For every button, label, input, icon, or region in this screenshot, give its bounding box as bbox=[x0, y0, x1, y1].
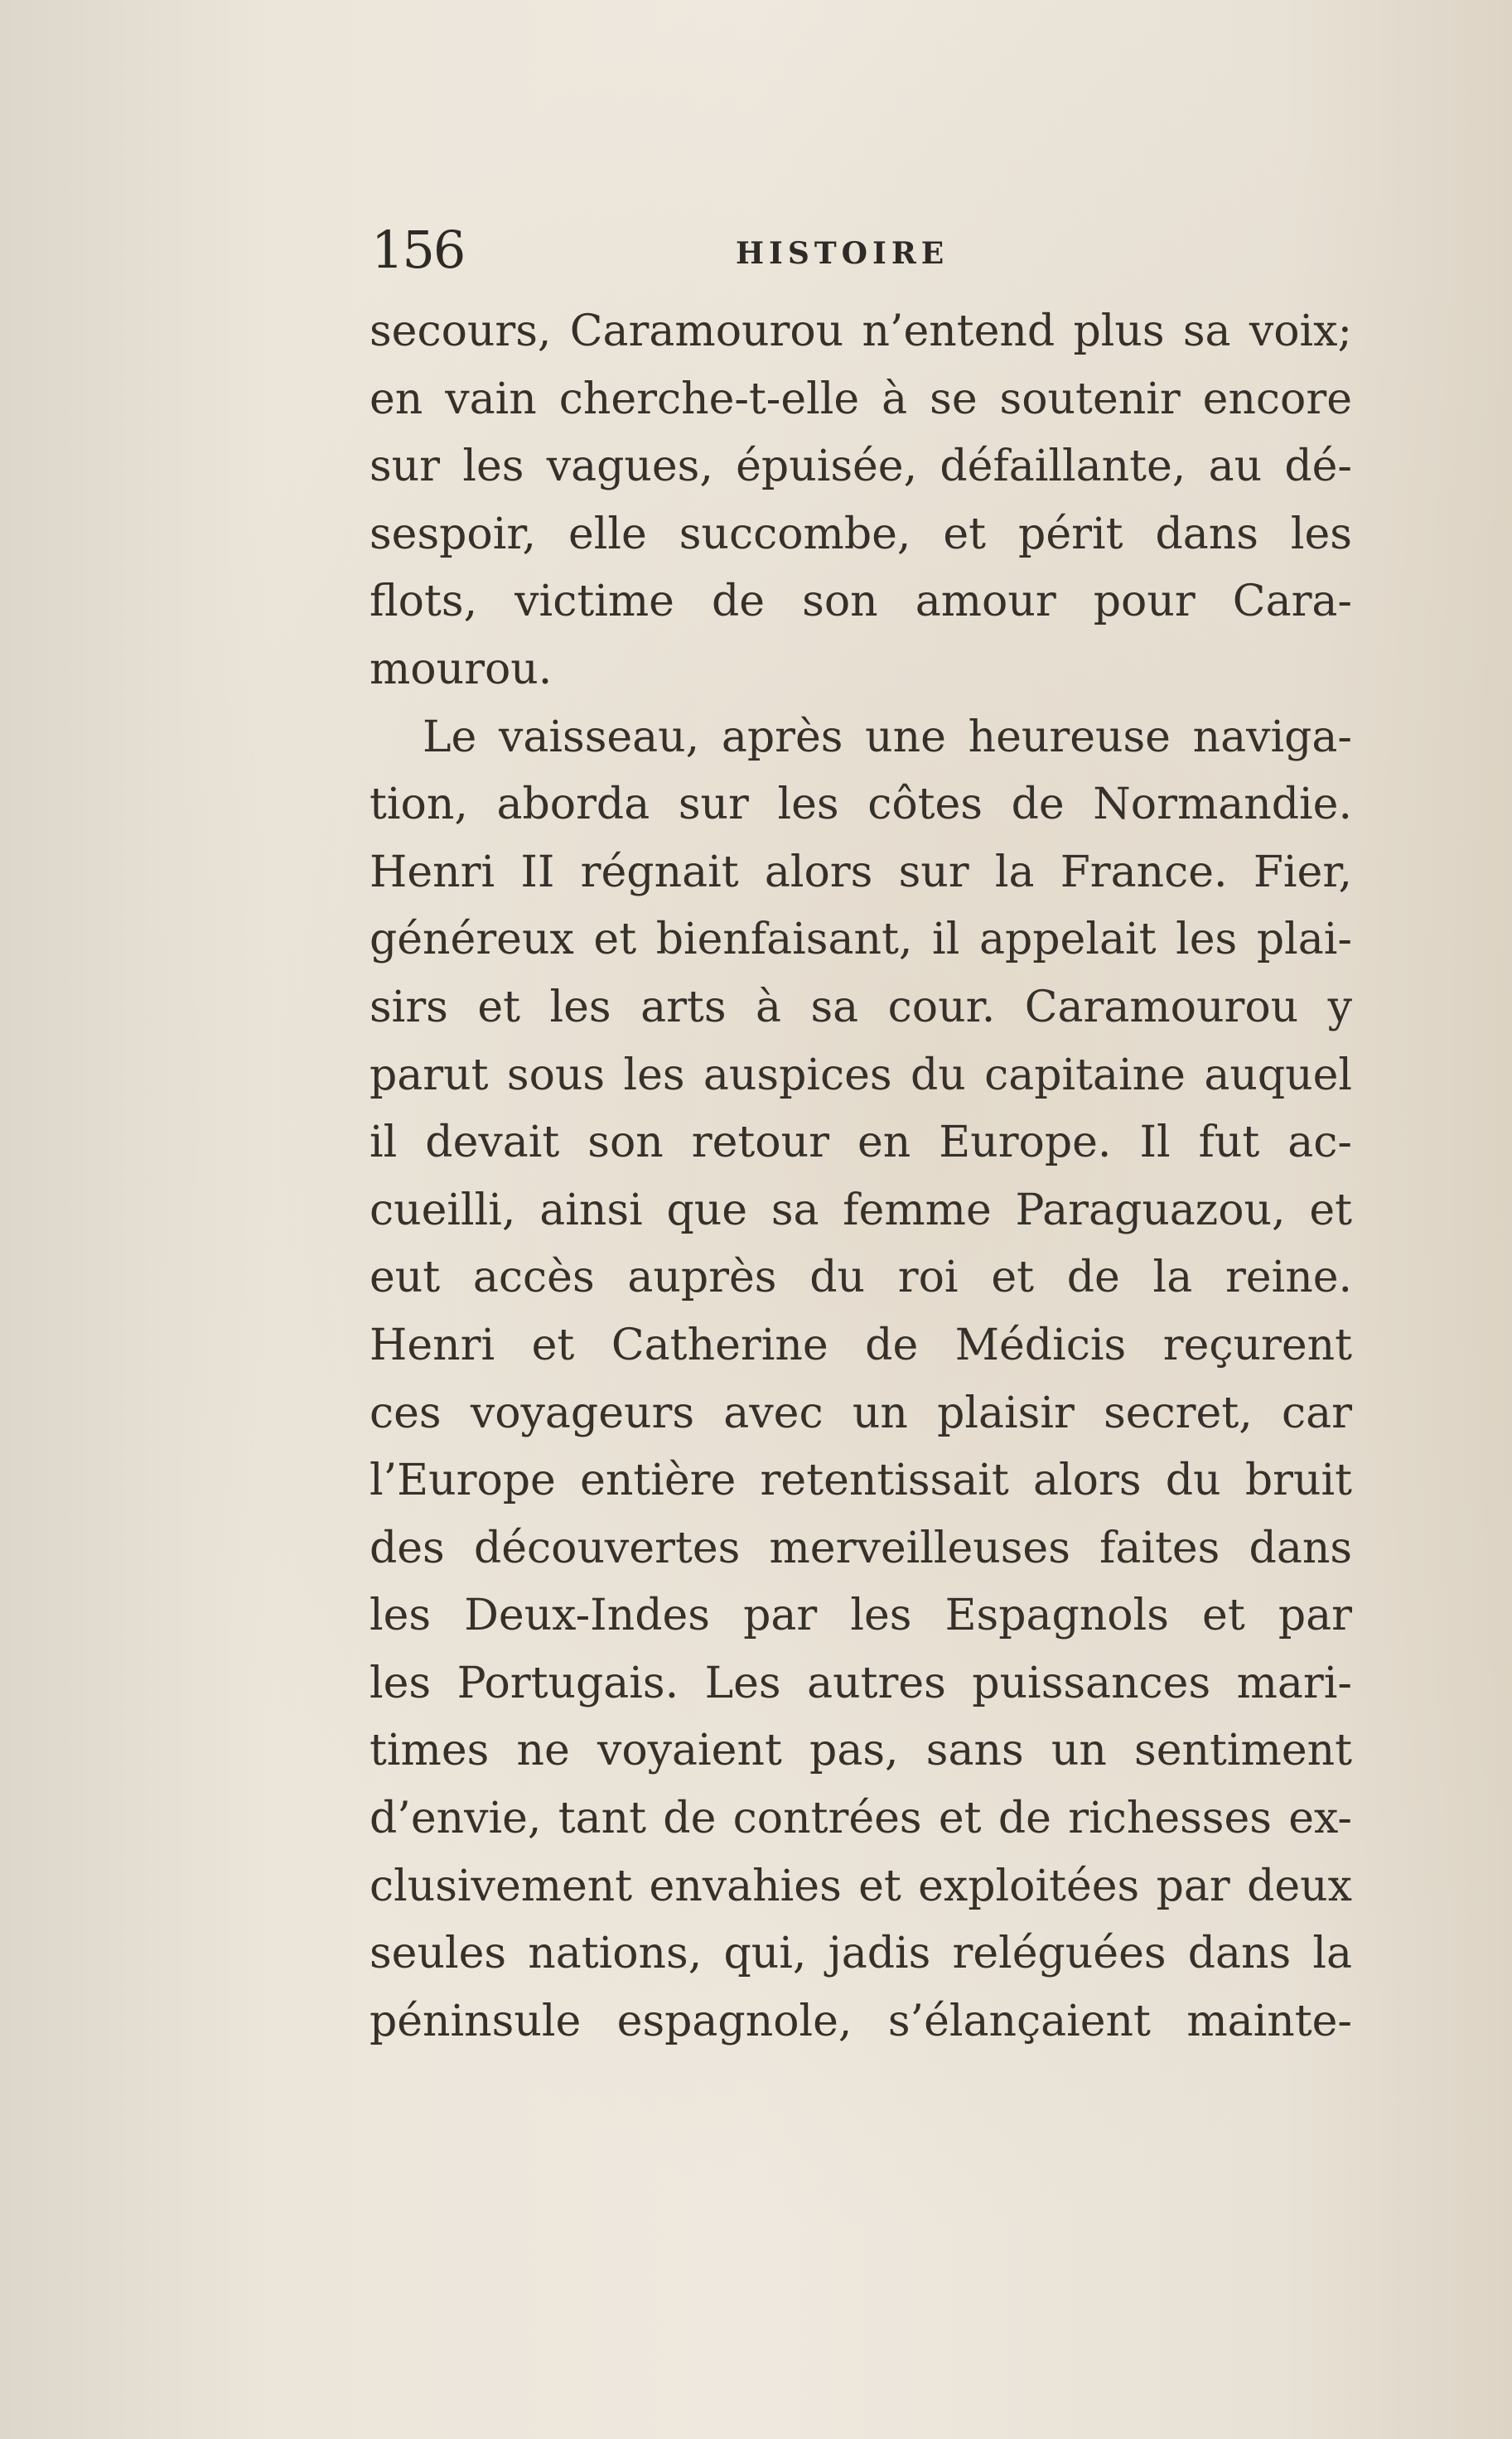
text-line: secours, Caramourou n’entend plus sa voix; bbox=[370, 307, 1352, 356]
text-line: sespoir, elle succombe, et périt dans les bbox=[370, 509, 1352, 559]
text-line: péninsule espagnole, s’élançaient mainte- bbox=[370, 1996, 1352, 2046]
text-line: Henri II régnait alors sur la France. Fier, bbox=[370, 847, 1352, 897]
text-line: il devait son retour en Europe. Il fut ac- bbox=[370, 1118, 1352, 1168]
text-line: des découvertes merveilleuses faites dans bbox=[370, 1523, 1352, 1573]
text-line: les Deux-Indes par les Espagnols et par bbox=[370, 1591, 1352, 1641]
text-line: sirs et les arts à sa cour. Caramourou y bbox=[370, 982, 1352, 1032]
text-line: eut accès auprès du roi et de la reine. bbox=[370, 1253, 1352, 1303]
text-line: Henri et Catherine de Médicis reçurent bbox=[370, 1320, 1352, 1370]
text-line: clusivement envahies et exploitées par deux bbox=[370, 1861, 1352, 1911]
text-line: parut sous les auspices du capitaine auquel bbox=[370, 1050, 1352, 1100]
text-line: tion, aborda sur les côtes de Normandie. bbox=[370, 780, 1352, 830]
text-line: l’Europe entière retentissait alors du bruit bbox=[370, 1456, 1352, 1506]
text-line: d’envie, tant de contrées et de richesses ex- bbox=[370, 1794, 1352, 1844]
page-header bbox=[371, 217, 1350, 283]
text-line: flots, victime de son amour pour Cara- bbox=[370, 577, 1352, 627]
text-line: ces voyageurs avec un plaisir secret, car bbox=[370, 1388, 1352, 1438]
running-head: HISTOIRE bbox=[736, 236, 949, 271]
text-line: les Portugais. Les autres puissances mari- bbox=[370, 1658, 1352, 1708]
text-line: times ne voyaient pas, sans un sentiment bbox=[370, 1726, 1352, 1776]
text-line: Le vaisseau, après une heureuse naviga- bbox=[423, 712, 1352, 762]
text-line: cueilli, ainsi que sa femme Paraguazou, et bbox=[370, 1185, 1352, 1235]
page-number: 156 bbox=[371, 220, 465, 280]
text-line: généreux et bienfaisant, il appelait les plai- bbox=[370, 915, 1352, 965]
text-line: seules nations, qui, jadis reléguées dans la bbox=[370, 1929, 1352, 1979]
text-line: sur les vagues, épuisée, défaillante, au dé- bbox=[370, 442, 1352, 492]
body-text bbox=[370, 298, 1352, 2055]
text-line: mourou. bbox=[370, 644, 553, 694]
text-line: en vain cherche-t-elle à se soutenir encore bbox=[370, 374, 1352, 424]
